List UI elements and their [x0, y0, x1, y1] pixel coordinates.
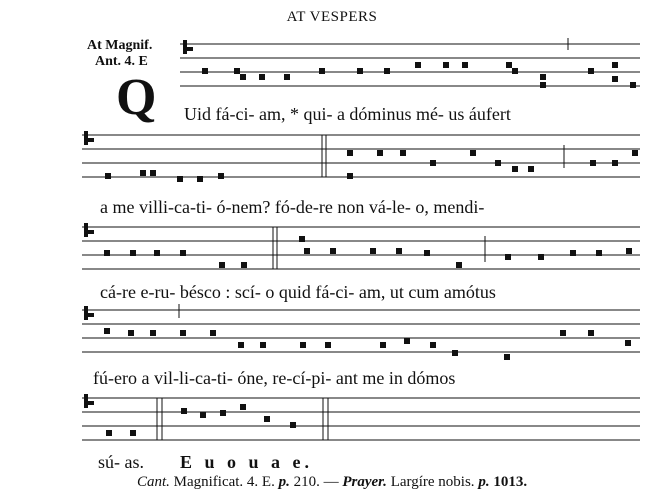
antiphon-label-1: At Magnif. [87, 38, 153, 53]
page-header: AT VESPERS [286, 9, 378, 25]
euouae: E u o u a e. [180, 452, 314, 472]
neumes-staff-4 [104, 328, 631, 360]
lyric-line-4: fú-ero a vil-li-ca-ti- óne, re-cí-pi- ant me in dómos [93, 368, 456, 388]
initial-letter: Q [116, 69, 157, 126]
antiphon-label-2: Ant. 4. E [95, 54, 148, 69]
staff-4 [82, 304, 640, 352]
neumes-staff-5 [106, 404, 296, 436]
lyric-line-1: Uid fá-ci- am, * qui- a dóminus mé- us áufert [184, 104, 511, 124]
staff-3 [82, 227, 640, 269]
neumes-staff-1 [202, 62, 636, 88]
staff-5 [82, 398, 640, 440]
footer-reference [0, 474, 664, 491]
cant-label: Cant. [136, 474, 170, 490]
page-label-2: p. [478, 474, 490, 490]
page-number-2: 1013. [493, 474, 528, 490]
lyric-line-2: a me villi-ca-ti- ó-nem? fó-de-re non vá-le- o, mendi- [100, 197, 485, 217]
cant-text: Magnificat. 4. E. [173, 474, 275, 490]
prayer-label: Prayer. [342, 474, 387, 490]
lyric-line-5: sú- as. [98, 452, 144, 472]
separator-dash: — [323, 474, 339, 490]
prayer-text: Largíre nobis. [390, 474, 475, 490]
page-label-1: p. [278, 474, 290, 490]
lyric-line-3: cá-re e-ru- bésco : scí- o quid fá-ci- am, ut cum amótus [100, 282, 496, 302]
staff-1 [180, 38, 640, 86]
staff-2 [82, 135, 640, 177]
page-number-1: 210. [293, 474, 320, 490]
